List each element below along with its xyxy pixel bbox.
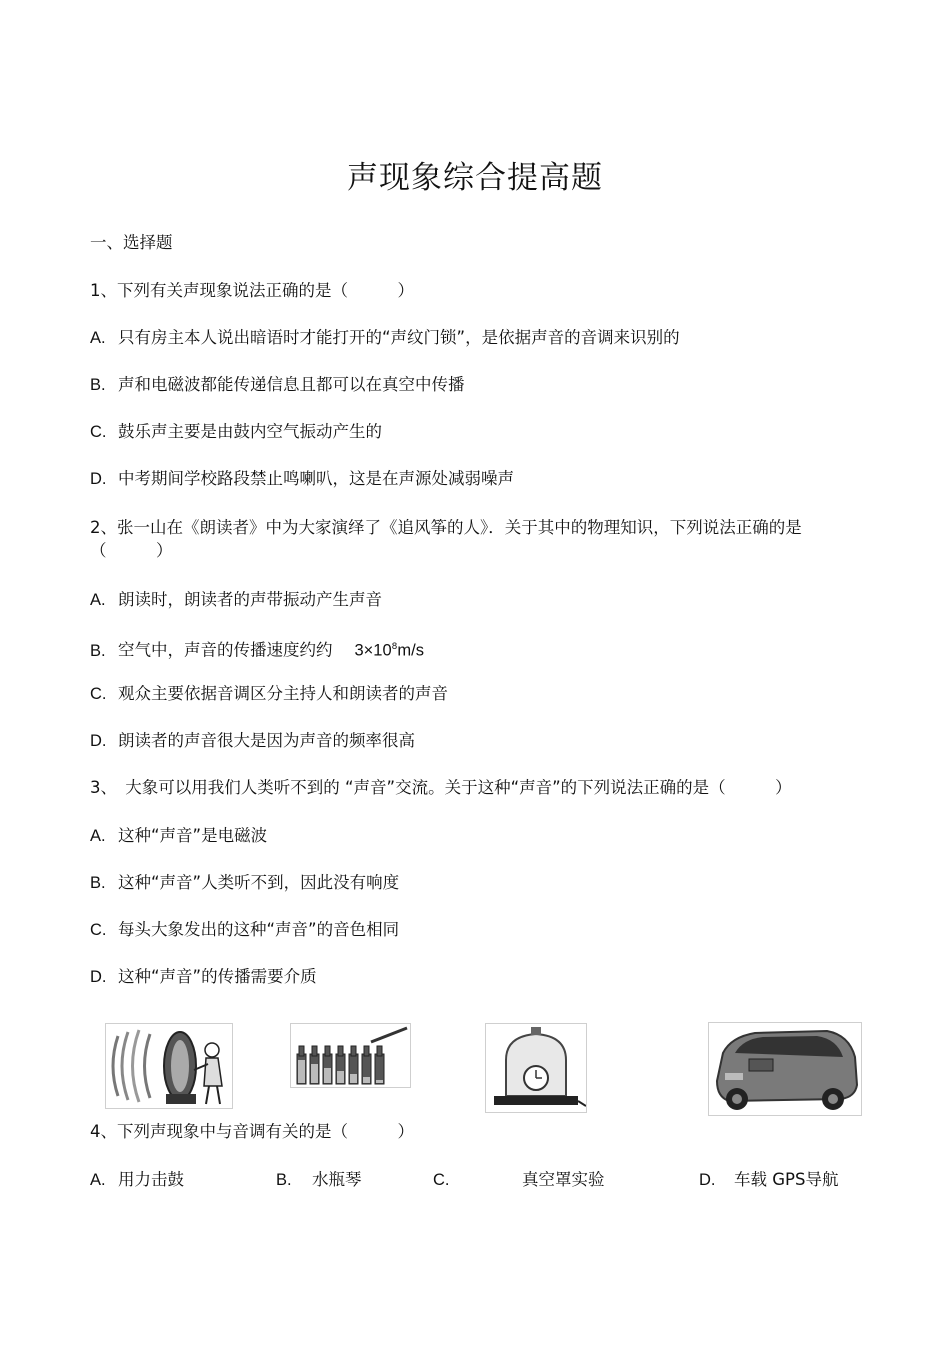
option-text: 鼓乐声主要是由鼓内空气振动产生的 xyxy=(118,422,382,441)
speed-number: 3×10 xyxy=(354,641,392,660)
option-text: 用力击鼓 xyxy=(118,1170,184,1189)
q4-option-d xyxy=(699,1166,838,1190)
car-icon xyxy=(708,1022,862,1116)
option-letter: D. xyxy=(90,470,107,488)
question-4-stem: 4、下列声现象中与音调有关的是（ ） xyxy=(90,1122,414,1141)
option-text: 每头大象发出的这种“声音”的音色相同 xyxy=(118,920,400,939)
q3-option-b xyxy=(90,872,399,894)
option-letter: A. xyxy=(90,827,106,845)
option-letter: D. xyxy=(90,732,107,750)
question-1-stem: 1、下列有关声现象说法正确的是（ ） xyxy=(90,281,414,300)
option-letter: B. xyxy=(90,641,106,660)
water-bottles-icon xyxy=(290,1023,411,1088)
option-text: 真空罩实验 xyxy=(522,1170,605,1189)
option-letter: C. xyxy=(90,921,107,939)
option-text: 空气中，声音的传播速度约约 xyxy=(118,640,333,660)
option-text: 朗读者的声音很大是因为声音的频率很高 xyxy=(118,731,415,750)
question-2-stem: 2、张一山在《朗读者》中为大家演绎了《追风筝的人》．关于其中的物理知识，下列说法正确的是（ ） xyxy=(90,518,802,560)
option-text: 声和电磁波都能传递信息且都可以在真空中传播 xyxy=(118,375,465,394)
q1-option-d xyxy=(90,468,514,490)
option-letter: A. xyxy=(90,591,106,609)
q3-option-c xyxy=(90,919,399,941)
speed-exponent: 8 xyxy=(391,642,398,652)
q1-option-b xyxy=(90,374,465,396)
option-text: 观众主要依据音调区分主持人和朗读者的声音 xyxy=(118,684,448,703)
option-letter: C. xyxy=(90,685,107,703)
q4-option-c xyxy=(433,1166,605,1190)
option-text: 这种“声音”的传播需要介质 xyxy=(118,967,317,986)
option-text: 这种“声音”人类听不到，因此没有响度 xyxy=(118,873,400,892)
option-text: 车载 GPS导航 xyxy=(734,1170,839,1189)
option-letter: D. xyxy=(699,1171,716,1189)
question-3-stem: 3、 大象可以用我们人类听不到的 “声音”交流。关于这种“声音”的下列说法正确的是（ ） xyxy=(90,778,792,797)
option-letter: D. xyxy=(90,968,107,986)
option-text: 中考期间学校路段禁止鸣喇叭，这是在声源处减弱噪声 xyxy=(118,469,514,488)
page-title: 声现象综合提高题 xyxy=(347,160,603,196)
option-text: 这种“声音”是电磁波 xyxy=(118,826,268,845)
option-letter: C. xyxy=(90,423,107,441)
q3-option-d xyxy=(90,966,317,988)
option-letter: B. xyxy=(276,1171,292,1189)
option-letter: B. xyxy=(90,874,106,892)
q3-option-a xyxy=(90,825,267,847)
option-text: 只有房主本人说出暗语时才能打开的“声纹门锁”，是依据声音的音调来识别的 xyxy=(118,328,680,347)
option-letter: A. xyxy=(90,329,106,347)
q2-option-b xyxy=(90,636,424,662)
option-text: 朗读时，朗读者的声带振动产生声音 xyxy=(118,590,382,609)
section-heading: 一、选择题 xyxy=(90,233,173,252)
option-letter: B. xyxy=(90,376,106,394)
vacuum-bell-jar-icon xyxy=(485,1023,587,1113)
speed-unit: m/s xyxy=(397,641,424,660)
q2-option-c xyxy=(90,683,448,705)
option-text: 水瓶琴 xyxy=(312,1170,362,1189)
q4-option-b xyxy=(276,1166,362,1190)
q1-option-c xyxy=(90,421,382,443)
q2-option-a xyxy=(90,589,382,611)
option-letter: C. xyxy=(433,1171,450,1189)
drum-illustration-icon xyxy=(105,1023,233,1109)
option-letter: A. xyxy=(90,1171,106,1189)
q1-option-a xyxy=(90,327,680,349)
q2-option-d xyxy=(90,730,415,752)
q4-option-a xyxy=(90,1166,184,1190)
